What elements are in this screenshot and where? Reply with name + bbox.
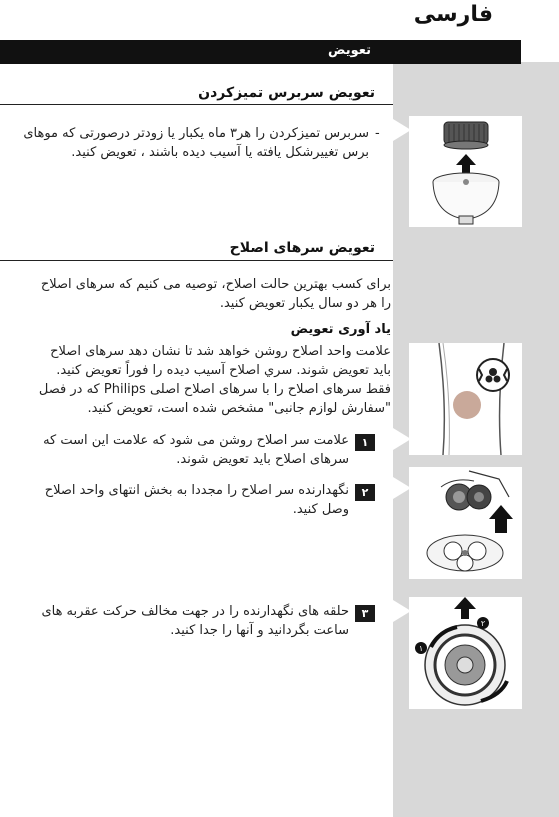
cleaning-brush-text (9, 124, 369, 162)
brush-figure (409, 116, 522, 227)
step-number: ۳ (355, 605, 375, 622)
language-title: فارسی (413, 2, 493, 27)
text-line: نگهدارنده سر اصلاح را مجددا به بخش انتهای واحد اصلاح (44, 483, 349, 498)
cleaning-brush-heading: تعویض سربرس تمیزکردن (198, 85, 375, 101)
shaver-reminder-figure (409, 343, 522, 455)
reattach-holder-figure (409, 467, 522, 579)
text-line: سربرس تمیزکردن را هر۳ ماه یکبار یا زودتر درصورتی که موهای (23, 126, 369, 141)
retaining-ring-illustration (409, 597, 522, 709)
shaving-heads-heading: تعویض سرهای اصلاح (229, 240, 375, 256)
step-number: ۱ (355, 434, 375, 451)
section-title: تعویض (328, 43, 371, 58)
text-line: باید تعویض شوند. سري اصلاح آسیب دیده را فوراً تعویض کنید. (56, 363, 391, 378)
text-line: برس تغییرشکل یافته یا آسیب دیده باشند ، تعویض کنید. (71, 145, 369, 160)
section-bar (0, 40, 521, 64)
text-line: ساعت بگردانید و آنها را جدا کنید. (170, 623, 349, 638)
shaving-heads-intro (6, 275, 391, 313)
divider (0, 104, 393, 105)
step-3-text (9, 602, 349, 640)
step-number: ۲ (355, 484, 375, 501)
step-1-text (9, 431, 349, 469)
text-line: فقط سرهای اصلاح را با سرهای اصلاح اصلی Philips که در فصل (38, 382, 391, 397)
divider (0, 260, 393, 261)
text-line: علامت واحد اصلاح روشن خواهد شد تا نشان دهد سرهای اصلاح (50, 344, 391, 359)
bullet-dash: - (375, 126, 380, 141)
text-line: حلقه های نگهدارنده را در جهت مخالف حرکت عقربه های (41, 604, 349, 619)
shaver-illustration (409, 343, 522, 455)
reminder-text (6, 342, 391, 418)
brush-illustration (409, 116, 522, 227)
retaining-ring-figure (409, 597, 522, 709)
step-2-text (9, 481, 349, 519)
reminder-heading: یاد آوری تعویض (290, 322, 391, 337)
text-line: سرهای اصلاح باید تعویض شوند. (176, 452, 349, 467)
holder-illustration (409, 467, 522, 579)
text-line: برای کسب بهترین حالت اصلاح، توصیه می کنیم که سرهای اصلاح (40, 277, 391, 292)
text-line: وصل کنید. (292, 502, 349, 517)
figure-label: ۱ (418, 644, 424, 653)
text-line: را هر دو سال یکبار تعویض کنید. (219, 296, 391, 311)
figure-label: ۲ (480, 619, 486, 628)
text-line: "سفارش لوازم جانبی" مشخص شده است، تعویض کنید. (87, 401, 391, 416)
text-line: علامت سر اصلاح روشن می شود که علامت این است که (43, 433, 349, 448)
